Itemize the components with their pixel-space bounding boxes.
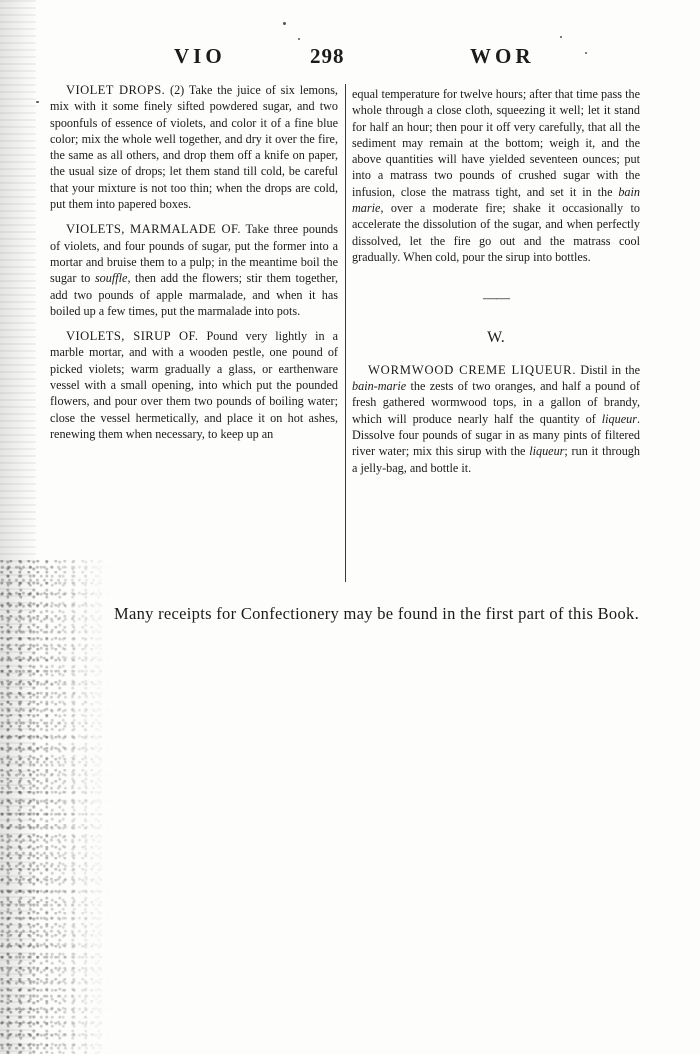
left-column — [50, 82, 338, 451]
recipe-italic-term: liqueur — [601, 411, 637, 426]
recipe-body: the zests of two oranges, and half a pound of fresh gathered wormwood tops, in a gallon of brandy, which will produce nearly half the quantity of — [352, 379, 640, 426]
section-letter: W. — [487, 328, 505, 346]
recipe-body: ; run it through a jelly-bag, and bottle it. — [352, 444, 640, 475]
recipe-body: Pound very lightly in a marble mortar, and with a wooden pestle, one pound of picked violets; warm gradually a glass, or earthenware vessel with a small opening, into which put the pounded flowers, and pour over them two pounds of boiling water; close the vessel hermetically, and place it on hot ashes, renewing them when necessary, to keep up an — [50, 329, 338, 441]
recipe-violets-sirup — [50, 328, 338, 442]
right-column — [352, 86, 640, 485]
recipe-violet-drops — [50, 82, 338, 212]
footnote-text: Many receipts for Confectionery may be found in the first part of this Book. — [114, 604, 640, 623]
recipe-heading: VIOLETS, SIRUP OF. — [66, 329, 199, 344]
recipe-heading: VIOLETS, MARMALADE OF. — [66, 222, 241, 237]
page-number: 298 — [310, 44, 345, 68]
scan-fleck — [298, 38, 300, 40]
running-head-left: VIO — [174, 44, 226, 68]
recipe-number: (2) — [170, 83, 185, 97]
recipe-body: , over a moderate fire; shake it occasionally to accelerate the dissolution of the sugar, and when perfectly dissolved, let the fire go out and the matrass cool gradually. When cold, pour the sirup into bottles. — [352, 201, 640, 264]
recipe-body: Take the juice of six lemons, mix with it some finely sifted powdered sugar, and two spoonfuls of essence of violets, and color it of a fine blue color; mix the whole well together, and dry it over the fire, the same as all others, and drop them off a knife on paper, the usual size of drops; let them stand till cold, be careful that your mixture is not too thin; when the drops are cold, put them into papered boxes. — [50, 83, 338, 212]
recipe-italic-term: liqueur — [529, 444, 565, 459]
recipe-violets-sirup-continued — [352, 86, 640, 265]
section-rule: —— — [483, 291, 509, 307]
scan-fleck — [560, 36, 562, 38]
recipe-text — [50, 328, 338, 442]
recipe-italic-term: bain-marie — [352, 379, 407, 394]
recipe-violets-marmalade — [50, 221, 338, 319]
recipe-body: Take three pounds of violets, and four pounds of sugar, put the former into a mortar and bruise them to a pulp; in the meantime boil the sugar to — [50, 222, 338, 286]
recipe-italic-term: souffle — [94, 271, 128, 286]
scan-fleck — [36, 101, 39, 103]
running-head-right: WOR — [470, 44, 535, 68]
recipe-body: equal temperature for twelve hours; after that time pass the whole through a close cloth, squeezing it well; let it stand for half an hour; then pour it off very carefully, that all the sediment may remain at the bottom; weigh it, and the above quantities will have yielded seventeen ounces; put into a matrass two pounds of crushed sugar with the infusion, close the matrass tight, and set it in the — [352, 87, 640, 199]
recipe-wormwood-creme-liqueur — [352, 362, 640, 476]
recipe-heading: WORMWOOD CREME LIQUEUR. — [368, 362, 577, 377]
scan-noise — [0, 560, 110, 1054]
recipe-body: , then add the flowers; stir them together, add two pounds of apple marmalade, and when it has boiled up a few times, put the marmalade into pots. — [50, 271, 338, 318]
scan-fleck — [585, 52, 587, 54]
recipe-heading: VIOLET DROPS. — [66, 83, 166, 97]
recipe-text — [50, 221, 338, 319]
recipe-italic-term: bain marie — [352, 184, 640, 216]
recipe-text — [50, 82, 338, 212]
recipe-body: Distil in the — [580, 362, 640, 377]
scan-fleck — [283, 22, 286, 25]
recipe-text — [352, 362, 640, 476]
recipe-text — [352, 86, 640, 265]
running-head — [0, 44, 700, 74]
footnote — [44, 603, 644, 624]
column-divider — [345, 84, 346, 582]
recipe-body: . Dissolve four pounds of sugar in as many pints of filtered river water; mix this sirup with the — [352, 411, 640, 459]
